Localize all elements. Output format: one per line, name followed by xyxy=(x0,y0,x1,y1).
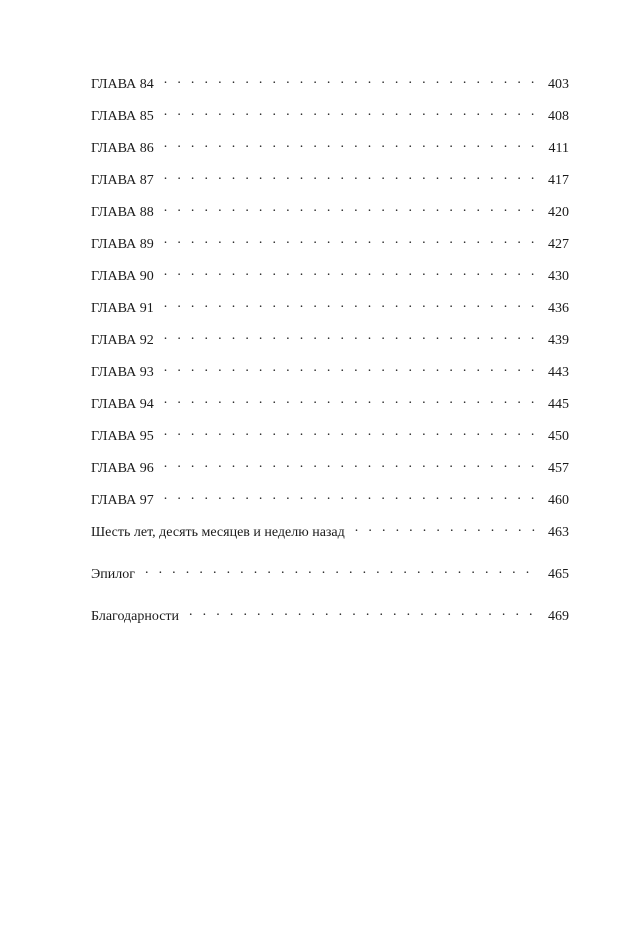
toc-entry[interactable] xyxy=(91,202,569,234)
dot-leader xyxy=(355,522,537,536)
table-of-contents xyxy=(91,74,569,638)
dot-leader xyxy=(164,330,537,344)
toc-entry-page: 460 xyxy=(548,493,569,508)
toc-entry-title: ГЛАВА 97 xyxy=(91,493,154,508)
dot-leader xyxy=(164,234,537,248)
toc-entry-title: ГЛАВА 94 xyxy=(91,397,154,412)
toc-entry-page: 439 xyxy=(548,333,569,348)
toc-entry[interactable] xyxy=(91,362,569,394)
toc-entry-page: 430 xyxy=(548,269,569,284)
dot-leader xyxy=(164,138,537,152)
toc-entry-title: ГЛАВА 92 xyxy=(91,333,154,348)
toc-entry-page: 457 xyxy=(548,461,569,476)
toc-entry-title: ГЛАВА 87 xyxy=(91,173,154,188)
toc-entry-title: ГЛАВА 91 xyxy=(91,301,154,316)
toc-entry[interactable] xyxy=(91,74,569,106)
toc-entry[interactable] xyxy=(91,394,569,426)
toc-entry[interactable] xyxy=(91,606,569,638)
toc-entry-page: 465 xyxy=(548,567,569,582)
dot-leader xyxy=(164,106,537,120)
toc-entry-title: ГЛАВА 88 xyxy=(91,205,154,220)
toc-entry-page: 463 xyxy=(548,525,569,540)
toc-entry-page: 427 xyxy=(548,237,569,252)
toc-entry-title: ГЛАВА 89 xyxy=(91,237,154,252)
toc-entry-page: 408 xyxy=(548,109,569,124)
toc-entry-page: 436 xyxy=(548,301,569,316)
dot-leader xyxy=(164,170,537,184)
dot-leader xyxy=(164,394,537,408)
toc-entry[interactable] xyxy=(91,330,569,362)
dot-leader xyxy=(164,266,537,280)
dot-leader xyxy=(164,298,537,312)
toc-entry-title: ГЛАВА 85 xyxy=(91,109,154,124)
dot-leader xyxy=(164,74,537,88)
toc-entry[interactable] xyxy=(91,138,569,170)
toc-entry-title: ГЛАВА 90 xyxy=(91,269,154,284)
toc-entry-title: ГЛАВА 95 xyxy=(91,429,154,444)
toc-entry[interactable] xyxy=(91,458,569,490)
toc-entry[interactable] xyxy=(91,298,569,330)
toc-entry[interactable] xyxy=(91,170,569,202)
toc-entry-title: Благодарности xyxy=(91,609,180,624)
toc-entry-page: 443 xyxy=(548,365,569,380)
dot-leader xyxy=(189,606,537,620)
toc-entry[interactable] xyxy=(91,266,569,298)
dot-leader xyxy=(164,362,537,376)
toc-entry-title: Шесть лет, десять месяцев и неделю назад xyxy=(91,525,345,540)
toc-entry-page: 411 xyxy=(548,141,569,156)
toc-entry-page: 417 xyxy=(548,173,569,188)
toc-entry[interactable] xyxy=(91,490,569,522)
toc-entry-title: ГЛАВА 96 xyxy=(91,461,154,476)
dot-leader xyxy=(164,490,537,504)
dot-leader xyxy=(145,564,537,578)
toc-entry[interactable] xyxy=(91,234,569,266)
toc-entry-page: 450 xyxy=(548,429,569,444)
toc-entry-title: ГЛАВА 86 xyxy=(91,141,154,156)
toc-entry[interactable] xyxy=(91,426,569,458)
toc-entry-title: ГЛАВА 93 xyxy=(91,365,154,380)
dot-leader xyxy=(164,426,537,440)
dot-leader xyxy=(164,458,537,472)
dot-leader xyxy=(164,202,537,216)
toc-entry[interactable] xyxy=(91,564,569,596)
toc-entry-page: 445 xyxy=(548,397,569,412)
toc-entry-page: 469 xyxy=(548,609,569,624)
toc-entry-page: 420 xyxy=(548,205,569,220)
toc-entry-page: 403 xyxy=(548,77,569,92)
toc-entry-title: Эпилог xyxy=(91,567,135,582)
toc-entry[interactable] xyxy=(91,522,569,554)
toc-entry[interactable] xyxy=(91,106,569,138)
toc-entry-title: ГЛАВА 84 xyxy=(91,77,154,92)
